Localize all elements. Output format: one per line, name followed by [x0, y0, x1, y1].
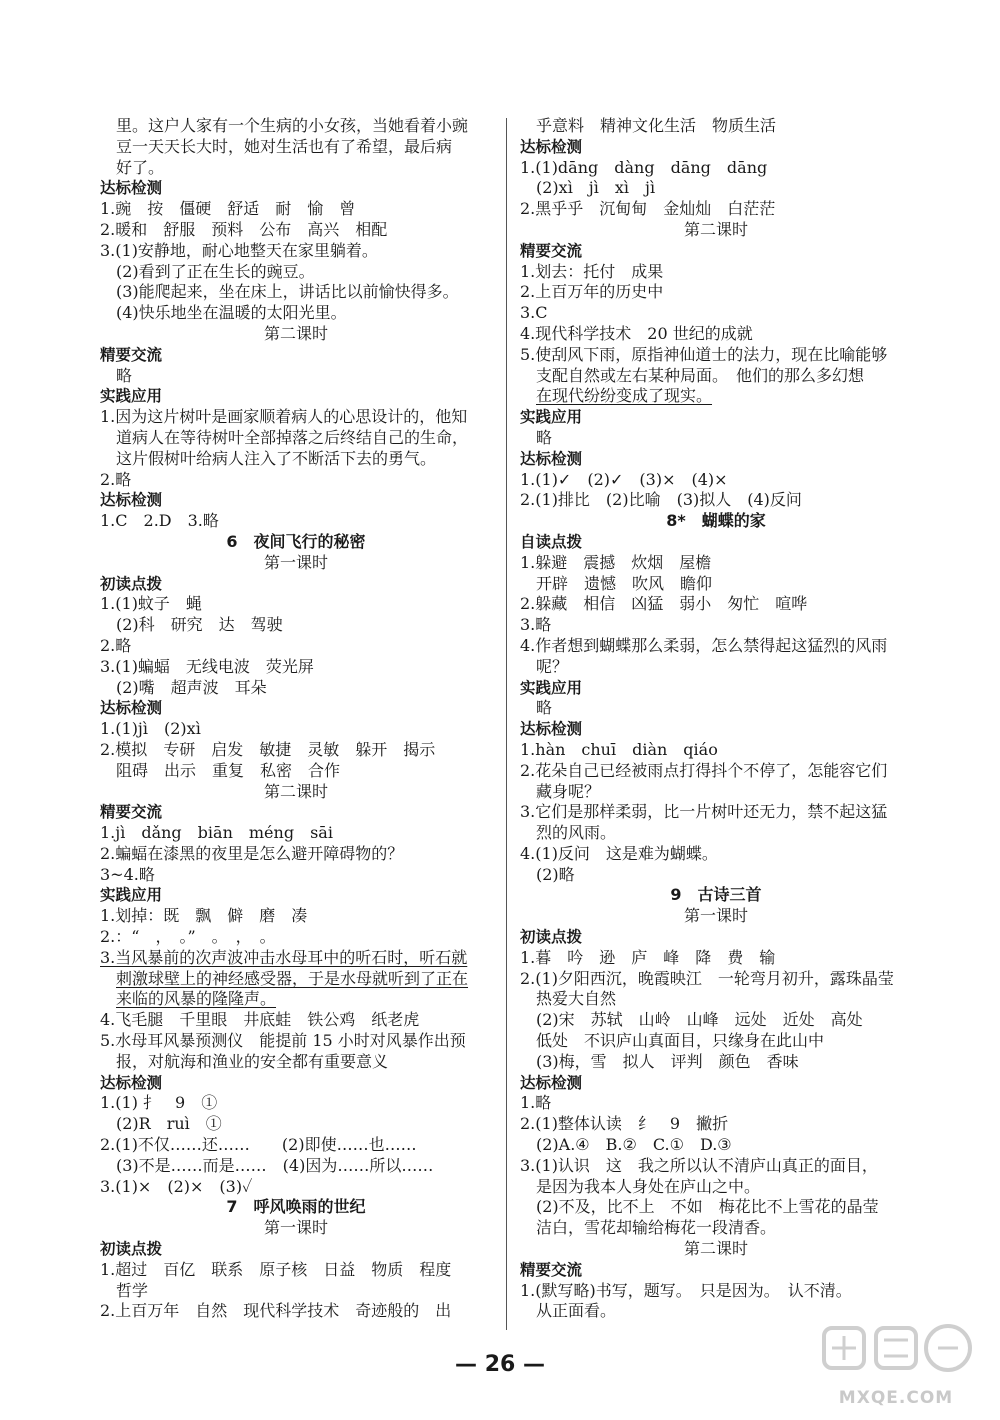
right-line: (2)略	[536, 864, 575, 884]
left-line: 哲学	[116, 1280, 149, 1300]
left-line: (2)R ruì ①	[116, 1114, 222, 1134]
left-line: 阻碍 出示 重复 私密 合作	[116, 760, 341, 780]
left-line: (2)看到了正在生长的豌豆。	[116, 261, 315, 281]
left-section-heading: 初读点拨	[100, 574, 163, 593]
left-line: 1.jì dǎng biān méng sāi	[100, 823, 333, 843]
right-line: 5.使刮风下雨，原指神仙道士的法力，现在比喻能够	[520, 344, 888, 364]
right-lesson-title: 8* 蝴蝶的家	[666, 511, 766, 531]
left-line: 3.(1)× (2)× (3)✓	[100, 1176, 253, 1196]
right-section-heading: 实践应用	[520, 678, 583, 697]
right-line: 4.现代科学技术 20 世纪的成就	[520, 323, 753, 343]
right-line: 3.(1)认识 这 我之所以认不清庐山真正的面目，	[520, 1155, 878, 1175]
left-line: (3)不是……而是…… (4)因为……所以……	[116, 1155, 434, 1175]
right-lesson-period: 第二课时	[683, 1239, 748, 1259]
right-line: 2.(1)夕阳西沉，晚霞映江 一轮弯月初升，露珠晶莹	[520, 968, 894, 988]
right-line: 2.上百万年的历史中	[520, 282, 664, 302]
right-section-heading: 实践应用	[520, 408, 583, 427]
left-line: (2)嘴 超声波 耳朵	[116, 677, 267, 697]
right-line: 热爱大自然	[536, 989, 617, 1009]
right-line: 略	[536, 698, 553, 718]
right-section-heading: 达标检测	[520, 137, 583, 156]
left-line: 1.超过 百亿 联系 原子核 日益 物质 程度	[100, 1259, 452, 1279]
right-line: 藏身呢？	[536, 781, 601, 801]
right-line: (2)宋 苏轼 山岭 山峰 远处 近处 高处	[536, 1010, 863, 1030]
column-divider	[506, 118, 507, 1330]
right-line: 烈的风雨。	[536, 823, 617, 843]
left-section-heading: 实践应用	[100, 886, 163, 905]
left-section-heading: 精要交流	[100, 803, 163, 822]
right-line: (2)A.④ B.② C.① D.③	[536, 1135, 732, 1155]
right-line: 1.略	[520, 1093, 552, 1113]
left-line: 2.略	[100, 635, 132, 655]
left-line: 1.因为这片树叶是画家顺着病人的心思设计的，他知	[100, 407, 468, 427]
right-line: (3)梅，雪 拟人 评判 颜色 香味	[536, 1051, 799, 1071]
left-line: 2.(1)不仅……还…… (2)即使……也……	[100, 1135, 417, 1155]
right-line: 在现代纷纷变成了现实。	[536, 386, 713, 406]
left-line: 略	[116, 365, 133, 385]
right-line: 1.(默写略)书写，题写。 只是因为。 认不清。	[520, 1280, 852, 1300]
right-section-heading: 初读点拨	[520, 928, 583, 947]
right-section-heading: 精要交流	[520, 241, 583, 260]
left-section-heading: 精要交流	[100, 345, 163, 364]
left-line: (4)快乐地坐在温暖的太阳光里。	[116, 303, 347, 323]
right-section-heading: 达标检测	[520, 720, 583, 739]
left-line: 5.水母耳风暴预测仪 能提前 15 小时对风暴作出预	[100, 1031, 466, 1051]
right-line: 2.(1)排比 (2)比喻 (3)拟人 (4)反问	[520, 490, 802, 510]
left-line: 1.划掉：既 飘 僻 磨 凑	[100, 906, 308, 926]
right-line: 从正面看。	[536, 1301, 617, 1321]
left-line: 豆一天天长大时，她对生活也有了希望，最后病	[116, 136, 453, 156]
right-lesson-title: 9 古诗三首	[670, 885, 762, 905]
watermark-text: MXQE.COM	[838, 1388, 954, 1408]
right-column	[520, 116, 912, 1322]
left-line: 来临的风暴的隆隆声。	[116, 989, 277, 1009]
right-line: (2)xì jì xì jì	[536, 178, 656, 198]
left-line: 2.蝙蝠在漆黑的夜里是怎么避开障碍物的？	[100, 843, 404, 863]
right-line: 开辟 遗憾 吹风 瞻仰	[536, 573, 713, 593]
right-line: 1.(1)dāng dàng dāng dāng	[520, 157, 768, 177]
right-line: 4.(1)反问 这是难为蝴蝶。	[520, 843, 718, 863]
right-line: 3.略	[520, 615, 552, 635]
watermark-logo	[816, 1318, 976, 1408]
right-line: 略	[536, 427, 553, 447]
left-section-heading: 达标检测	[100, 179, 163, 198]
right-line: 呢？	[536, 656, 569, 676]
left-line: 2.：“ ， 。” 。 ， 。	[100, 927, 276, 947]
right-line: 1.暮 吟 逊 庐 峰 降 费 输	[520, 947, 776, 967]
left-line: 4.飞毛腿 千里眼 井底蛙 铁公鸡 纸老虎	[100, 1010, 420, 1030]
right-line: 乎意料 精神文化生活 物质生活	[536, 116, 777, 135]
right-line: (2)不及，比不上 不如 梅花比不上雪花的晶莹	[536, 1197, 879, 1217]
left-line: 1.(1)蚊子 蝇	[100, 594, 202, 614]
left-line: 道病人在等待树叶全部掉落之后终结自己的生命，	[116, 427, 469, 447]
right-line: 2.(1)整体认读 纟 9 撇折	[520, 1114, 729, 1134]
left-lesson-period: 第二课时	[263, 323, 328, 343]
right-section-heading: 自读点拨	[520, 532, 583, 551]
left-line: 报，对航海和渔业的安全都有重要意义	[116, 1051, 389, 1071]
right-lesson-period: 第一课时	[683, 906, 748, 926]
right-line: 1.躲避 震撼 炊烟 屋檐	[520, 552, 712, 572]
left-section-heading: 初读点拨	[100, 1240, 163, 1259]
left-line: 1.C 2.D 3.略	[100, 511, 219, 531]
left-line: 这片假树叶给病人注入了不断活下去的勇气。	[116, 448, 437, 468]
left-line: (2)科 研究 达 驾驶	[116, 615, 283, 635]
left-section-heading: 实践应用	[100, 387, 163, 406]
left-lesson-period: 第一课时	[263, 552, 328, 572]
left-lesson-title: 6 夜间飞行的秘密	[226, 531, 366, 551]
right-line: 1.划去：托付 成果	[520, 261, 664, 281]
right-line: 低处 不识庐山真面目，只缘身在此山中	[536, 1031, 825, 1051]
left-line: 1.(1) 扌 9 ①	[100, 1093, 218, 1113]
right-line: 3.C	[520, 303, 548, 323]
left-column	[100, 116, 492, 1322]
left-line: 好了。	[116, 157, 165, 177]
right-section-heading: 达标检测	[520, 449, 583, 468]
right-line: 1.hàn chuī diàn qiáo	[520, 739, 718, 759]
left-line: 2.略	[100, 469, 132, 489]
right-line: 3.它们是那样柔弱，比一片树叶还无力，禁不起这猛	[520, 802, 888, 822]
right-section-heading: 精要交流	[520, 1260, 583, 1279]
left-section-heading: 达标检测	[100, 1073, 163, 1092]
left-line: 1.(1)jì (2)xì	[100, 719, 201, 739]
left-line: 3.(1)安静地，耐心地整天在家里躺着。	[100, 240, 378, 260]
right-line: 2.黑乎乎 沉甸甸 金灿灿 白茫茫	[520, 199, 776, 219]
left-line: 刺激球壁上的神经感受器，于是水母就听到了正在	[116, 968, 469, 988]
left-line: (3)能爬起来，坐在床上，讲话比以前愉快得多。	[116, 282, 459, 302]
right-line: 支配自然或左右某种局面。 他们的那么多幻想	[536, 365, 865, 385]
left-section-heading: 达标检测	[100, 491, 163, 510]
left-section-heading: 达标检测	[100, 699, 163, 718]
left-line: 2.上百万年 自然 现代科学技术 奇迹般的 出	[100, 1301, 452, 1321]
right-lesson-period: 第二课时	[683, 219, 748, 239]
left-line: 1.豌 按 僵硬 舒适 耐 愉 曾	[100, 199, 356, 219]
page-number: — 26 —	[455, 1352, 545, 1377]
left-line: 3.当风暴前的次声波冲击水母耳中的听石时，听石就	[100, 947, 468, 967]
right-line: 4.作者想到蝴蝶那么柔弱，怎么禁得起这猛烈的风雨	[520, 635, 888, 655]
left-line: 2.暖和 舒服 预料 公布 高兴 相配	[100, 219, 388, 239]
left-lesson-period: 第二课时	[263, 781, 328, 801]
right-line: 洁白，雪花却输给梅花一段清香。	[536, 1218, 777, 1238]
left-line: 2.模拟 专研 启发 敏捷 灵敏 躲开 揭示	[100, 739, 436, 759]
left-line: 3.(1)蝙蝠 无线电波 荧光屏	[100, 656, 314, 676]
right-section-heading: 达标检测	[520, 1073, 583, 1092]
right-line: 1.(1)✓ (2)✓ (3)× (4)×	[520, 469, 728, 489]
left-lesson-period: 第一课时	[263, 1218, 328, 1238]
left-line: 3~4.略	[100, 864, 155, 884]
left-line: 里。这户人家有一个生病的小女孩，当她看着小豌	[116, 116, 469, 135]
watermark-badge-icon	[816, 1318, 976, 1384]
right-line: 是因为我本人身处在庐山之中。	[536, 1176, 761, 1196]
left-lesson-title: 7 呼风唤雨的世纪	[226, 1197, 366, 1217]
right-line: 2.躲藏 相信 凶猛 弱小 匆忙 喧哗	[520, 594, 808, 614]
right-line: 2.花朵自己已经被雨点打得抖个不停了，怎能容它们	[520, 760, 888, 780]
